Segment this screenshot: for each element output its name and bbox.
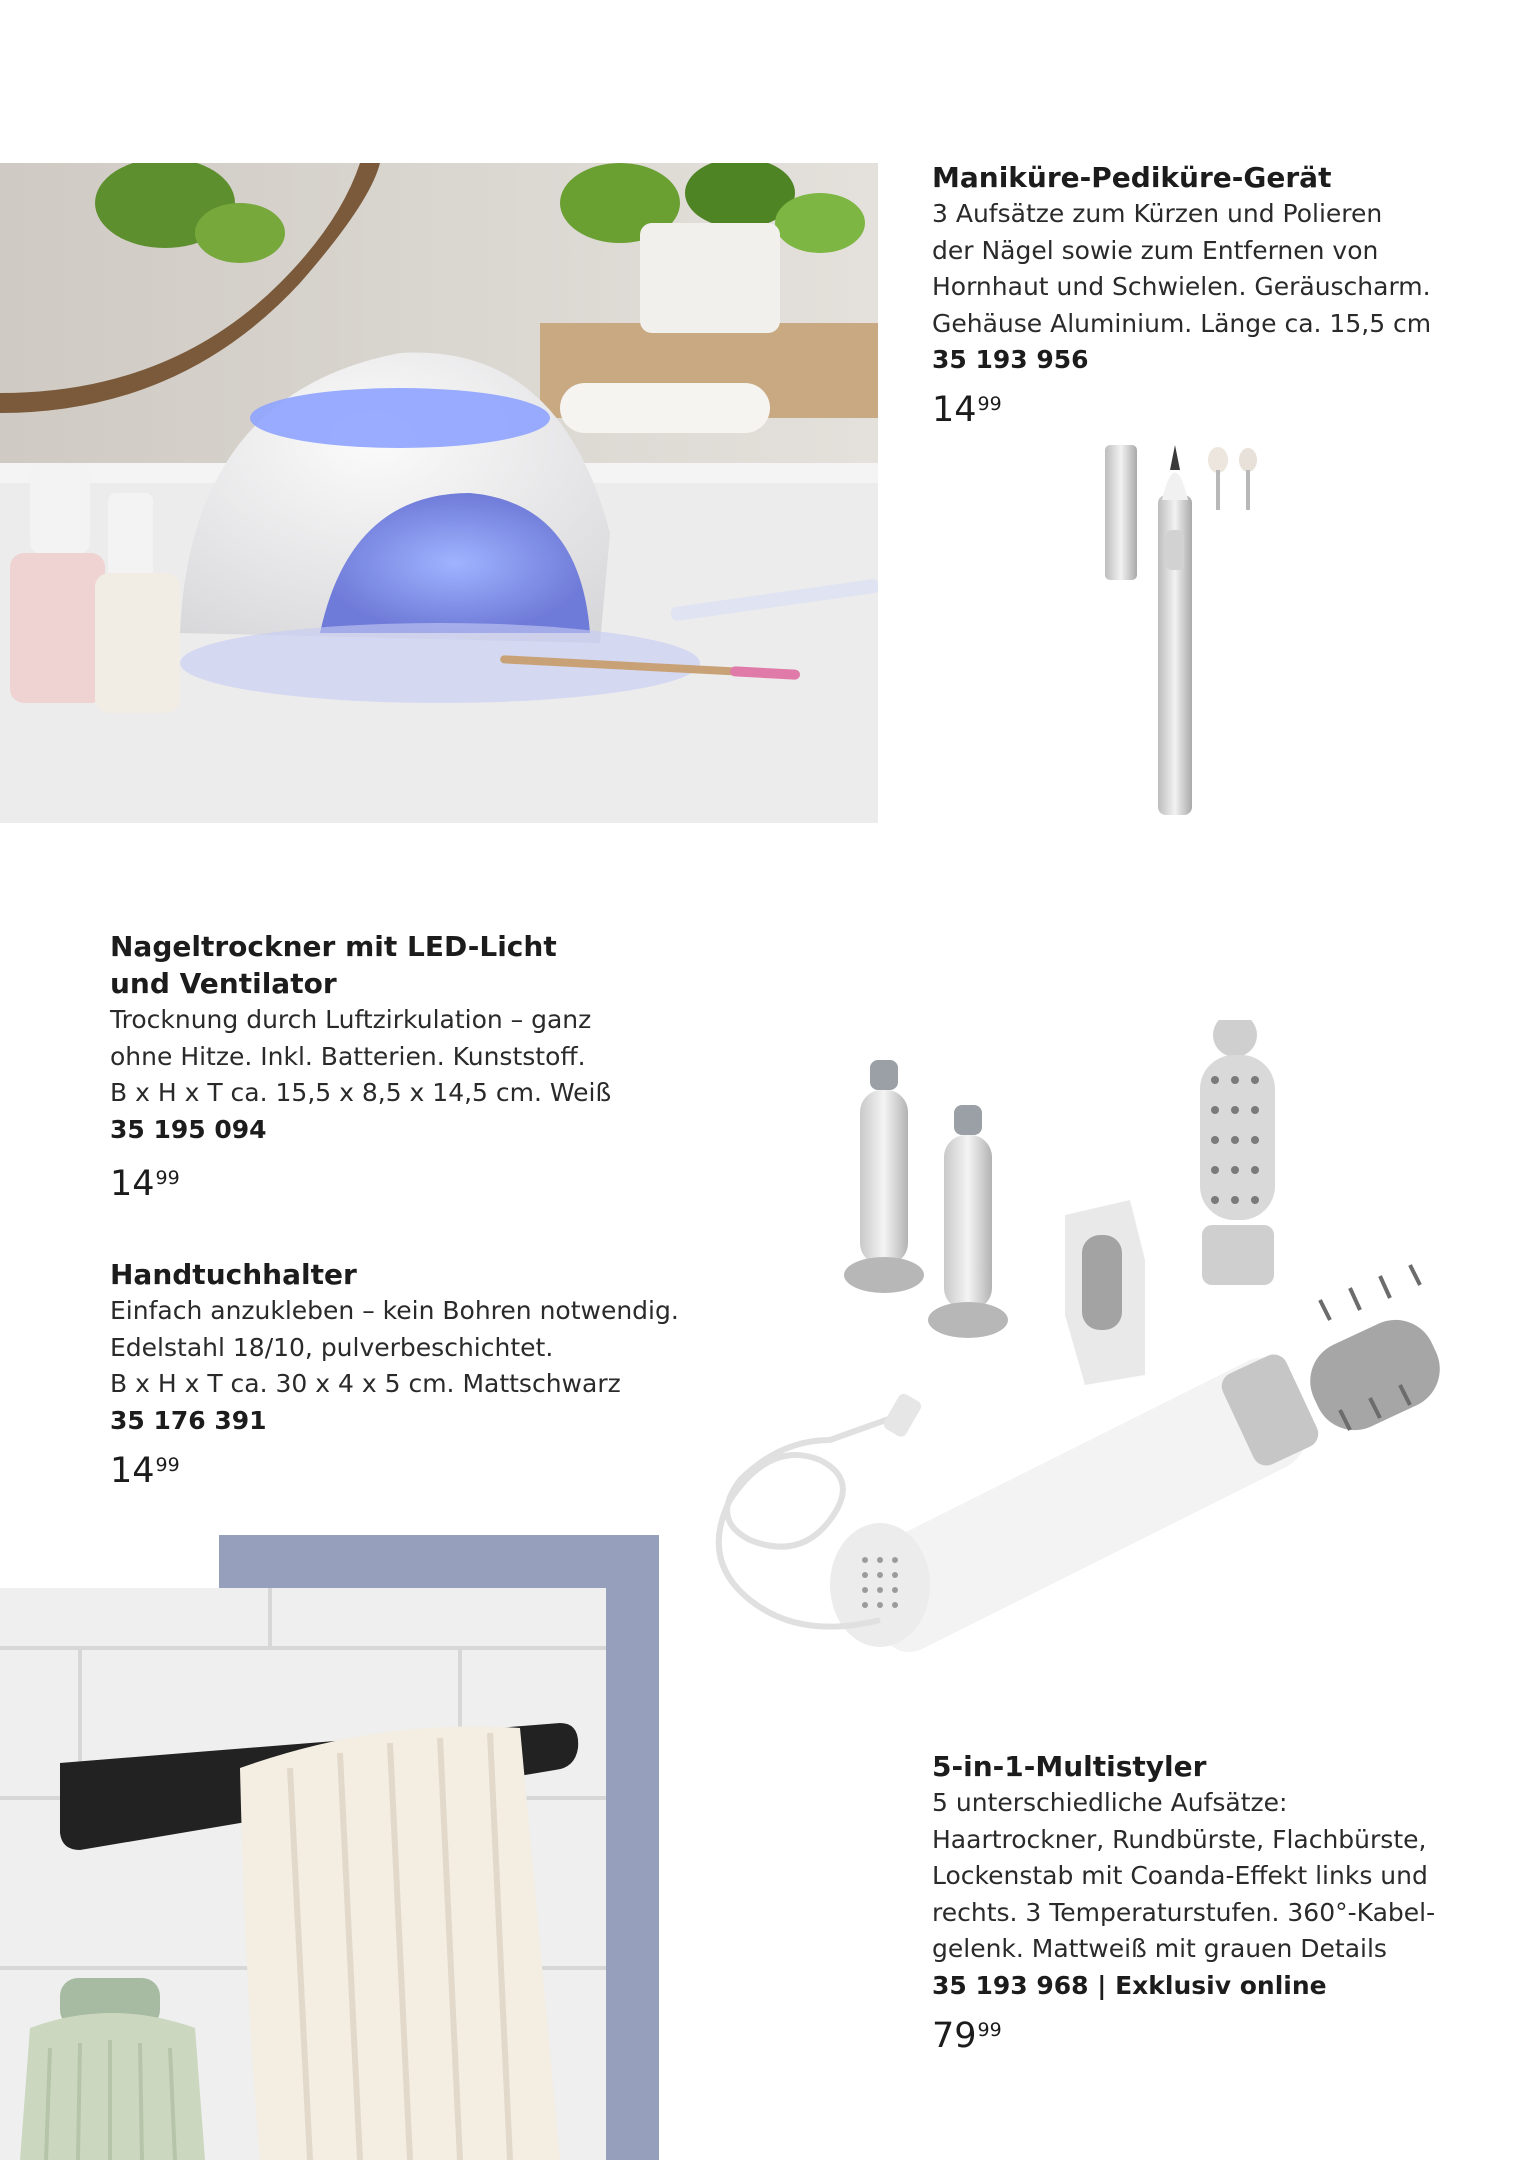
price-cents: 99 (977, 393, 1002, 415)
product-title: 5-in-1-Multistyler (932, 1750, 1207, 1783)
article-number: 35 193 956 (932, 345, 1089, 374)
price (932, 388, 1492, 432)
multistyler-photo (690, 1020, 1470, 1660)
price (932, 2014, 1492, 2058)
price-main: 14 (110, 1450, 155, 1491)
price-main: 14 (932, 390, 977, 430)
price-cents: 99 (977, 2018, 1002, 2041)
product-nail-dryer (110, 928, 670, 1206)
product-description: Trocknung durch Luftzirkulation – ganz ohne Hitze. Inkl. Batterien. Kunststoff. B x H x T ca. 15,5 x 8,5 x 14,5 cm. Weiß (110, 1005, 612, 1107)
nail-dryer-photo (0, 163, 878, 823)
product-description: 3 Aufsätze zum Kürzen und Polieren der Nägel sowie zum Entfernen von Hornhaut und Schwielen. Geräuscharm. Gehäuse Aluminium. Länge ca. 15,5 cm (932, 199, 1432, 338)
manicure-device-photo (1070, 430, 1290, 830)
product-towel-holder (110, 1256, 710, 1493)
product-manicure-device (932, 159, 1492, 432)
price (110, 1449, 710, 1493)
towel-holder-photo (0, 1588, 606, 2160)
product-multistyler (932, 1748, 1492, 2058)
product-title: Maniküre-Pediküre-Gerät (932, 161, 1332, 194)
article-number: 35 176 391 (110, 1405, 267, 1435)
product-title: Nageltrockner mit LED-Licht und Ventilator (110, 930, 557, 1000)
price-main: 79 (932, 2015, 977, 2056)
product-description: 5 unterschiedliche Aufsätze: Haartrockner, Rundbürste, Flachbürste, Lockenstab mit Coanda-Effekt links und rechts. 3 Temperaturstufen. 360°-Kabel- gelenk. Mattweiß mit grauen Details (932, 1788, 1436, 1963)
price-cents: 99 (155, 1453, 180, 1476)
article-number: 35 195 094 (110, 1114, 267, 1144)
product-description: Einfach anzukleben – kein Bohren notwendig. Edelstahl 18/10, pulverbeschichtet. B x H x T ca. 30 x 4 x 5 cm. Mattschwarz (110, 1296, 679, 1398)
price (110, 1162, 670, 1206)
article-number: 35 193 968 | Exklusiv online (932, 1970, 1327, 2000)
price-cents: 99 (155, 1166, 180, 1189)
price-main: 14 (110, 1163, 155, 1204)
product-title: Handtuchhalter (110, 1258, 357, 1291)
